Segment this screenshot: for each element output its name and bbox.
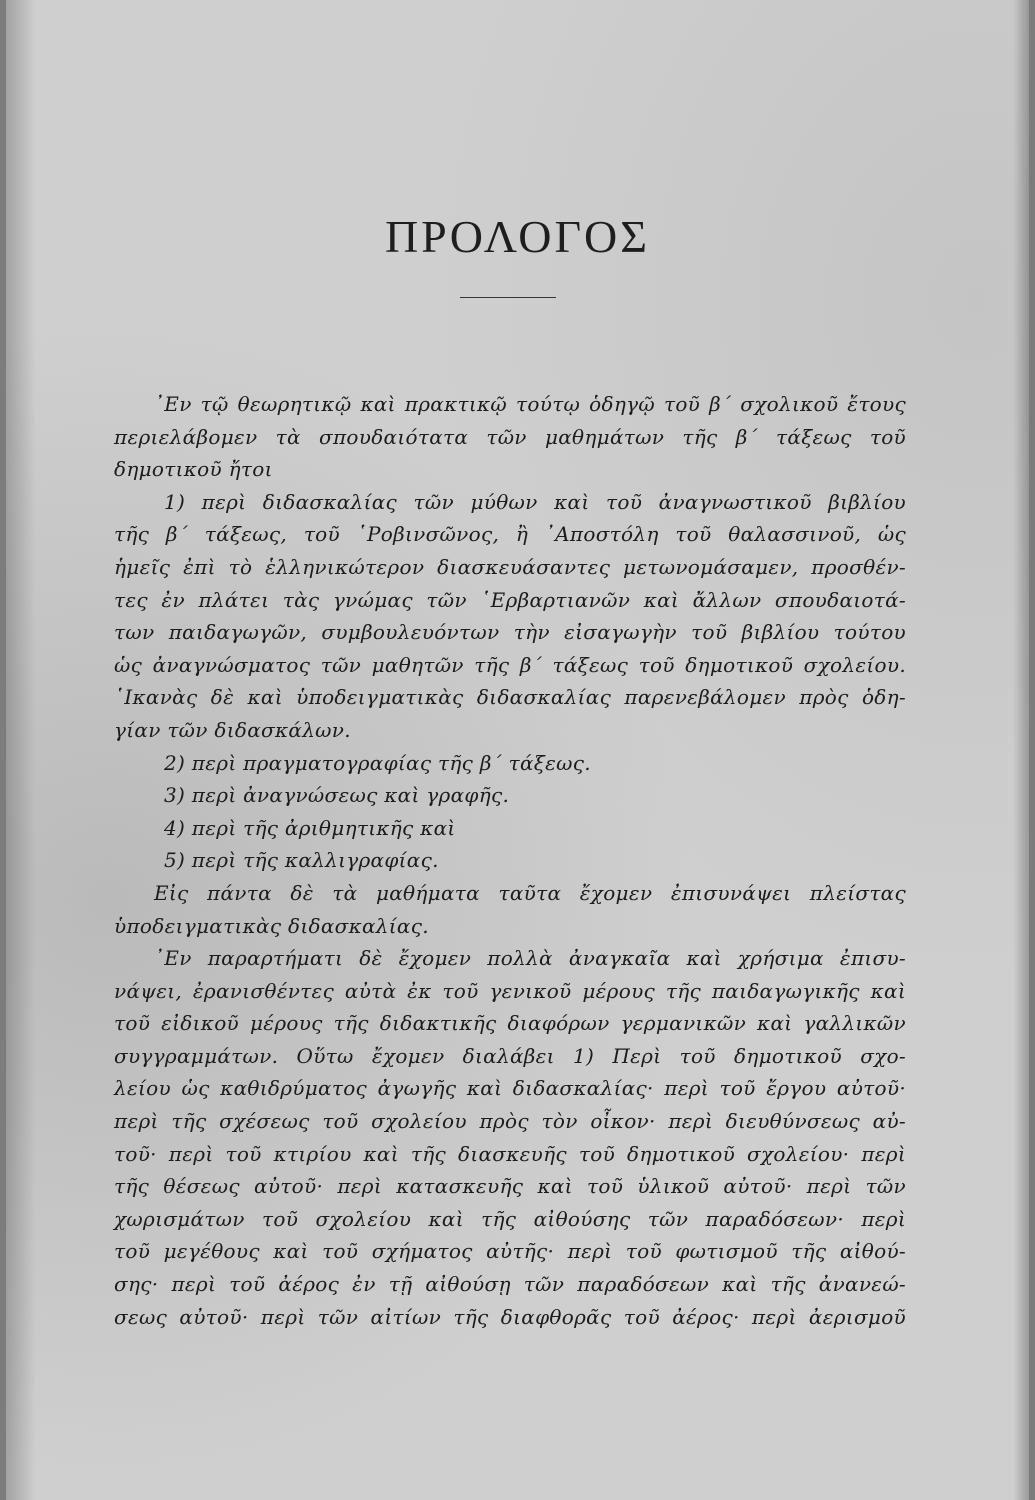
title-rule (460, 297, 556, 298)
text-line: των παιδαγωγῶν, συμβουλευόντων τὴν εἰσαγωγὴν τοῦ βιβλίου τούτου (114, 620, 906, 645)
text-line: τοῦ· περὶ τοῦ κτιρίου καὶ τῆς διασκευῆς τοῦ δημοτικοῦ σχολείου· περὶ (114, 1141, 906, 1166)
text-line: 2) περὶ πραγματογραφίας τῆς β΄ τάξεως. (164, 750, 591, 775)
text-line: ἡμεῖς ἐπὶ τὸ ἑλληνικώτερον διασκευάσαντες μετωνομάσαμεν, προσθέν- (114, 554, 906, 579)
prologue-text (114, 388, 906, 1333)
text-line: 4) περὶ τῆς ἀριθμητικῆς καὶ (164, 815, 456, 840)
text-line: γίαν τῶν διδασκάλων. (114, 717, 351, 742)
text-line: τῆς β΄ τάξεως, τοῦ ῾Ροβινσῶνος, ἢ ᾿Αποστόλη τοῦ θαλασσινοῦ, ὡς (114, 522, 906, 547)
text-line: λείου ὡς καθιδρύματος ἀγωγῆς καὶ διδασκαλίας· περὶ τοῦ ἔργου αὐτοῦ· (114, 1076, 906, 1101)
text-line: περιελάβομεν τὰ σπουδαιότατα τῶν μαθημάτων τῆς β΄ τάξεως τοῦ (114, 424, 906, 449)
text-line: 1) περὶ διδασκαλίας τῶν μύθων καὶ τοῦ ἀναγνωστικοῦ βιβλίου (164, 489, 906, 514)
text-line: συγγραμμάτων. Οὕτω ἔχομεν διαλάβει 1) Περὶ τοῦ δημοτικοῦ σχο- (114, 1043, 906, 1068)
text-line: νάψει, ἐρανισθέντες αὐτὰ ἐκ τοῦ γενικοῦ μέρους τῆς παιδαγωγικῆς καὶ (114, 978, 906, 1003)
text-line: δημοτικοῦ ἤτοι (114, 457, 273, 482)
text-line: 3) περὶ ἀναγνώσεως καὶ γραφῆς. (164, 783, 510, 808)
text-line: περὶ τῆς σχέσεως τοῦ σχολείου πρὸς τὸν οἶκον· περὶ διευθύνσεως αὐ- (114, 1109, 906, 1134)
document-page (6, 0, 1029, 1500)
text-line: ὑποδειγματικὰς διδασκαλίας. (114, 913, 429, 938)
text-line: ῾Ικανὰς δὲ καὶ ὑποδειγματικὰς διδασκαλίας παρενεβάλομεν πρὸς ὁδη- (114, 685, 906, 710)
text-line: σεως αὐτοῦ· περὶ τῶν αἰτίων τῆς διαφθορᾶς τοῦ ἀέρος· περὶ ἀερισμοῦ (114, 1304, 906, 1329)
text-line: τοῦ εἰδικοῦ μέρους τῆς διδακτικῆς διαφόρων γερμανικῶν καὶ γαλλικῶν (114, 1011, 906, 1036)
text-line: τοῦ μεγέθους καὶ τοῦ σχήματος αὐτῆς· περὶ τοῦ φωτισμοῦ τῆς αἰθού- (114, 1239, 906, 1264)
text-line: τῆς θέσεως αὐτοῦ· περὶ κατασκευῆς καὶ τοῦ ὑλικοῦ αὐτοῦ· περὶ τῶν (114, 1174, 906, 1199)
text-line: ὡς ἀναγνώσματος τῶν μαθητῶν τῆς β΄ τάξεως τοῦ δημοτικοῦ σχολείου. (114, 652, 906, 677)
text-line: σης· περὶ τοῦ ἀέρος ἐν τῇ αἰθούσῃ τῶν παραδόσεων καὶ τῆς ἀνανεώ- (114, 1272, 906, 1297)
text-line: 5) περὶ τῆς καλλιγραφίας. (164, 848, 439, 873)
text-line: ᾿Εν τῷ θεωρητικῷ καὶ πρακτικῷ τούτῳ ὁδηγῷ τοῦ β΄ σχολικοῦ ἔτους (154, 392, 906, 416)
page-title: ΠΡΟΛΟΓΟΣ (384, 211, 651, 262)
text-line: τες ἐν πλάτει τὰς γνώμας τῶν ῾Ερβαρτιανῶν καὶ ἄλλων σπουδαιοτά- (114, 587, 906, 612)
text-line: χωρισμάτων τοῦ σχολείου καὶ τῆς αἰθούσης τῶν παραδόσεων· περὶ (114, 1206, 906, 1231)
text-line: ᾿Εν παραρτήματι δὲ ἔχομεν πολλὰ ἀναγκαῖα καὶ χρήσιμα ἐπισυ- (154, 946, 906, 971)
text-line: Εἰς πάντα δὲ τὰ μαθήματα ταῦτα ἔχομεν ἐπισυνάψει πλείστας (154, 880, 906, 905)
